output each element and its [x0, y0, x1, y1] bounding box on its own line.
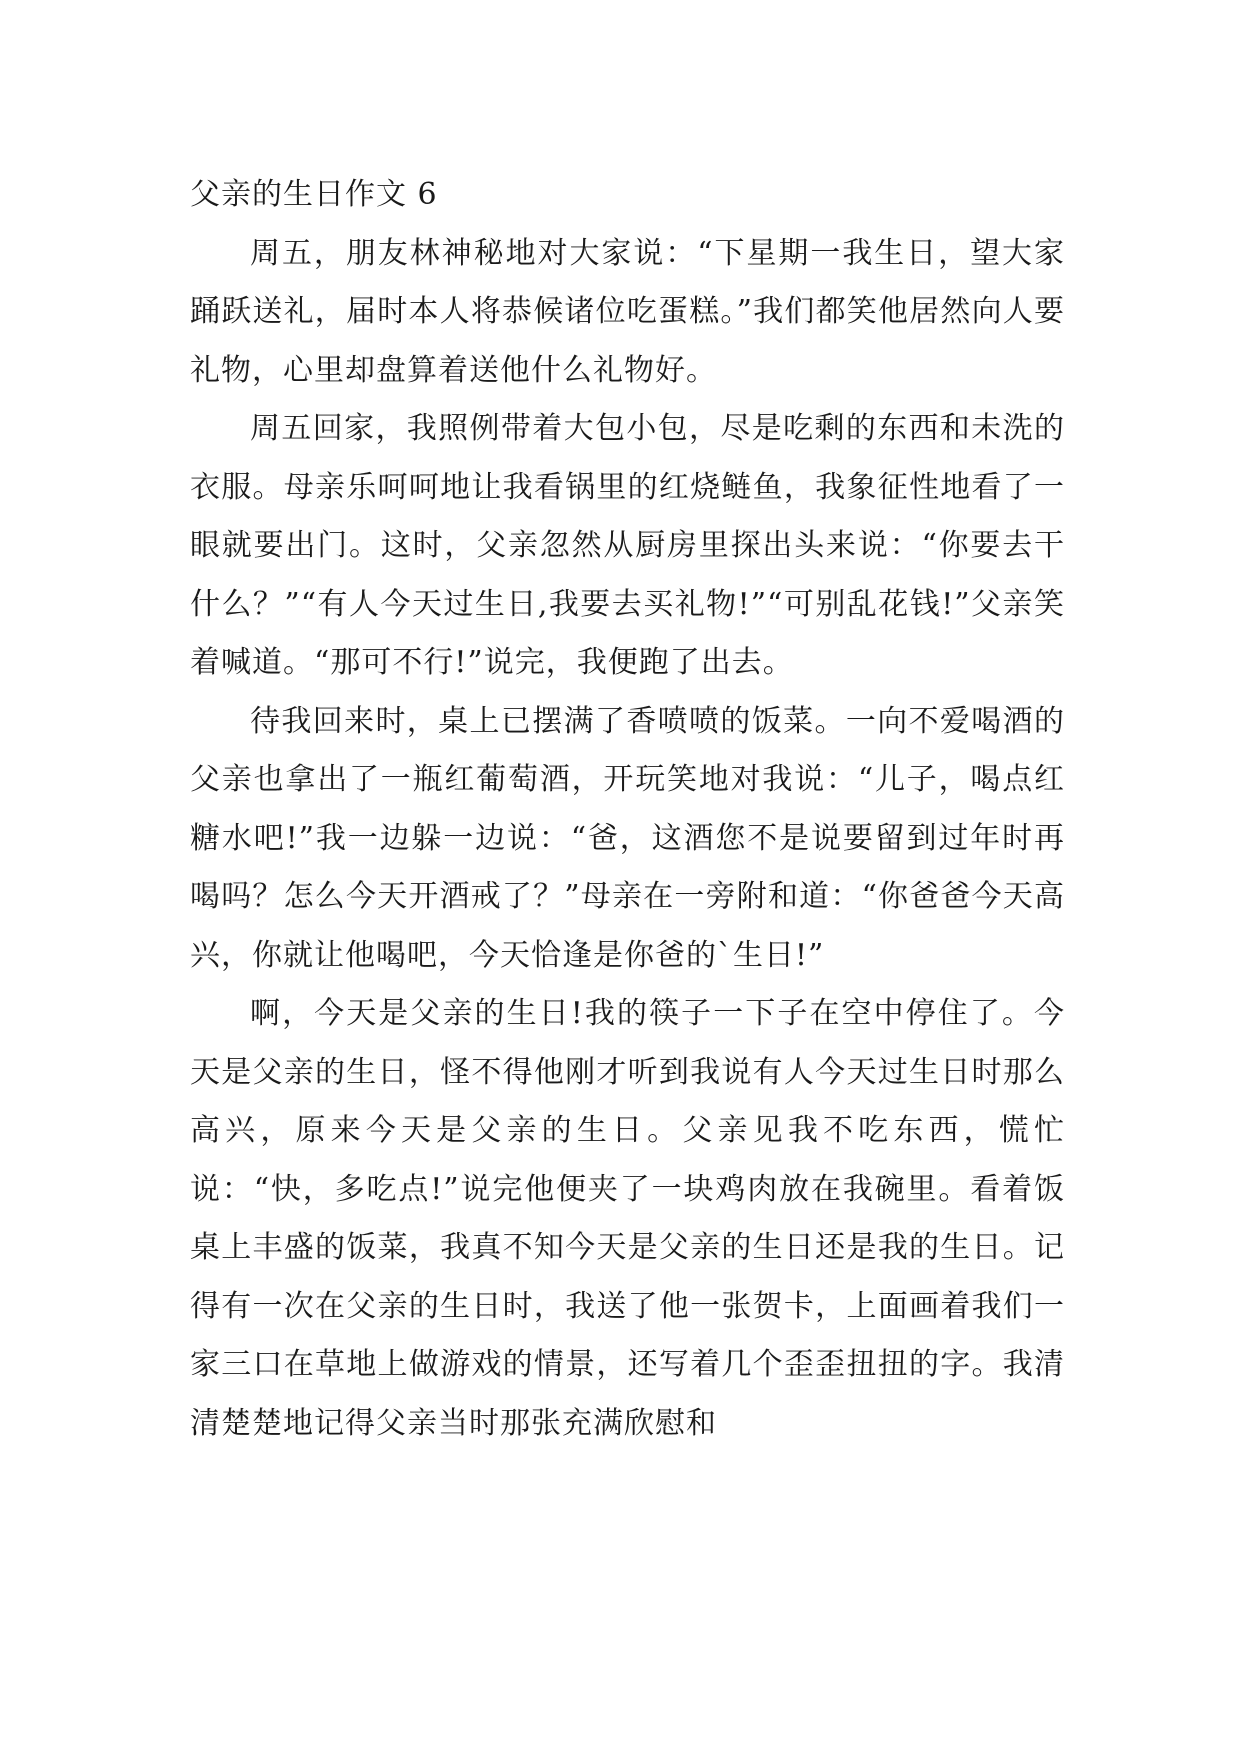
paragraph-3: 待我回来时，桌上已摆满了香喷喷的饭菜。一向不爱喝酒的父亲也拿出了一瓶红葡萄酒，开玩笑地对我说：“儿子，喝点红糖水吧!”我一边躲一边说：“爸，这酒您不是说要留到过年时再喝吗？怎么今天开酒戒了？”母亲在一旁附和道：“你爸爸今天高兴，你就让他喝吧，今天恰逢是你爸的`生日!”: [190, 703, 1065, 973]
paragraph-1: 周五，朋友林神秘地对大家说：“下星期一我生日，望大家踊跃送礼，届时本人将恭候诸位吃蛋糕。”我们都笑他居然向人要礼物，心里却盘算着送他什么礼物好。: [190, 235, 1065, 388]
paragraph-4: 啊，今天是父亲的生日!我的筷子一下子在空中停住了。今天是父亲的生日，怪不得他刚才听到我说有人今天过生日时那么高兴，原来今天是父亲的生日。父亲见我不吃东西，慌忙说：“快，多吃点!”说完他便夹了一块鸡肉放在我碗里。看着饭桌上丰盛的饭菜，我真不知今天是父亲的生日还是我的生日。记得有一次在父亲的生日时，我送了他一张贺卡，上面画着我们一家三口在草地上做游戏的情景，还写着几个歪歪扭扭的字。我清清楚楚地记得父亲当时那张充满欣慰和: [190, 996, 1065, 1441]
document-body: [190, 166, 1065, 1453]
paragraph-2: 周五回家，我照例带着大包小包，尽是吃剩的东西和未洗的衣服。母亲乐呵呵地让我看锅里的红烧鲢鱼，我象征性地看了一眼就要出门。这时，父亲忽然从厨房里探出头来说：“你要去干什么？”“有人今天过生日,我要去买礼物!”“可别乱花钱!”父亲笑着喊道。“那可不行!”说完，我便跑了出去。: [190, 411, 1065, 680]
document-title: 父亲的生日作文 6: [190, 177, 438, 212]
